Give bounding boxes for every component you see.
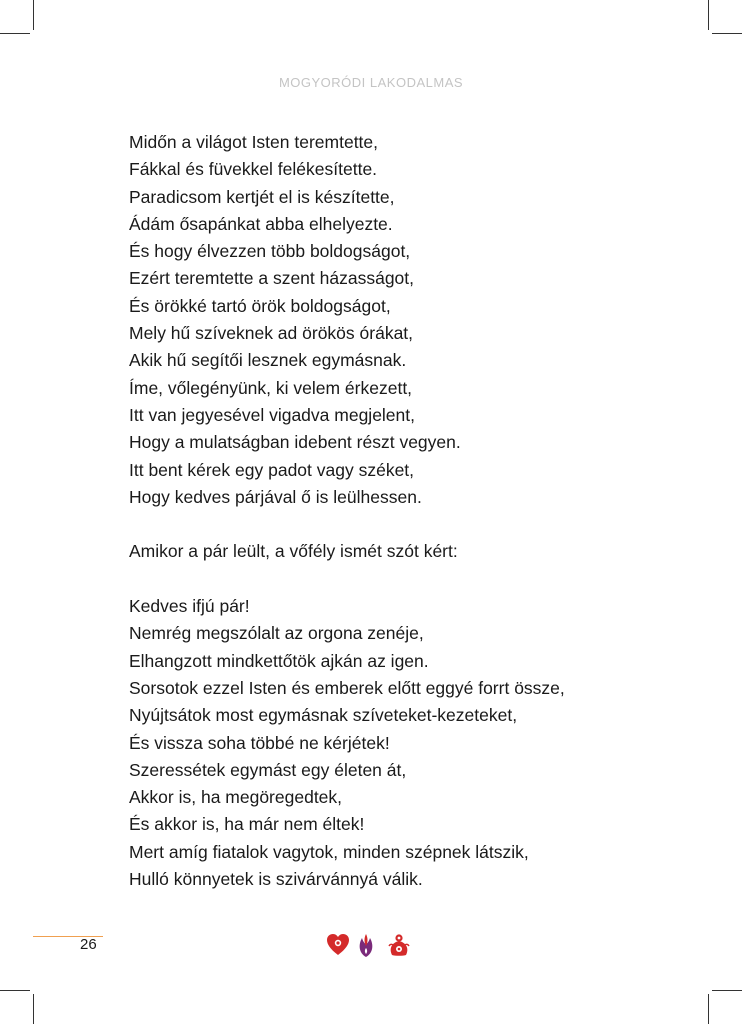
- crop-mark: [712, 990, 742, 991]
- verse-line: És akkor is, ha már nem éltek!: [129, 814, 365, 835]
- verse-line: És hogy élvezzen több boldogságot,: [129, 241, 411, 262]
- flower-ornament-icon: [389, 934, 409, 955]
- verse-line: Nyújtsátok most egymásnak szíveteket-kezeteket,: [129, 705, 518, 726]
- verse-line: Itt bent kérek egy padot vagy széket,: [129, 459, 415, 480]
- narration-line: Amikor a pár leült, a vőfély ismét szót kért:: [129, 541, 458, 562]
- verse-line: Kedves ifjú pár!: [129, 596, 250, 617]
- verse-line: Ádám ősapánkat abba elhelyezte.: [129, 213, 393, 234]
- crop-mark: [708, 994, 709, 1024]
- verse-line: Hogy a mulatságban idebent részt vegyen.: [129, 432, 461, 453]
- verse-line: Midőn a világot Isten teremtette,: [129, 132, 379, 152]
- verse-line: Mely hű szíveknek ad örökös órákat,: [129, 323, 414, 344]
- poem-body: [129, 129, 689, 893]
- crop-mark: [33, 994, 34, 1024]
- verse-line: Hogy kedves párjával ő is leülhessen.: [129, 486, 422, 507]
- crop-mark: [33, 0, 34, 30]
- verse-line: Mert amíg fiatalok vagytok, minden szépnek látszik,: [129, 841, 529, 862]
- verse-line: Sorsotok ezzel Isten és emberek előtt eggyé forrt össze,: [129, 677, 565, 698]
- page-number: 26: [80, 936, 97, 953]
- verse-line: Itt van jegyesével vigadva megjelent,: [129, 404, 415, 425]
- crop-mark: [712, 33, 742, 34]
- crop-mark: [0, 33, 30, 34]
- verse-line: Fákkal és füvekkel felékesítette.: [129, 159, 378, 180]
- verse-line: Paradicsom kertjét el is készítette,: [129, 186, 395, 207]
- crop-mark: [0, 990, 30, 991]
- crop-mark: [708, 0, 709, 30]
- verse-line: És vissza soha többé ne kérjétek!: [129, 732, 390, 753]
- folk-ornaments: [326, 931, 414, 959]
- verse-line: És örökké tartó örök boldogságot,: [129, 295, 391, 316]
- verse-line: Szeressétek egymást egy életen át,: [129, 759, 407, 780]
- heart-ornament-icon: [327, 934, 349, 955]
- verse-line: Akkor is, ha megöregedtek,: [129, 787, 343, 808]
- verse-line: Hulló könnyetek is szivárvánnyá válik.: [129, 869, 423, 890]
- tulip-ornament-icon: [360, 934, 373, 957]
- verse-line: Íme, vőlegényünk, ki velem érkezett,: [129, 377, 413, 398]
- verse-line: Nemrég megszólalt az orgona zenéje,: [129, 623, 424, 644]
- blank-line: [129, 511, 689, 538]
- verse-line: Elhangzott mindkettőtök ajkán az igen.: [129, 650, 429, 671]
- blank-line: [129, 566, 689, 593]
- verse-line: Ezért teremtette a szent házasságot,: [129, 268, 415, 289]
- running-header: MOGYORÓDI LAKODALMAS: [278, 75, 464, 90]
- verse-line: Akik hű segítői lesznek egymásnak.: [129, 350, 407, 371]
